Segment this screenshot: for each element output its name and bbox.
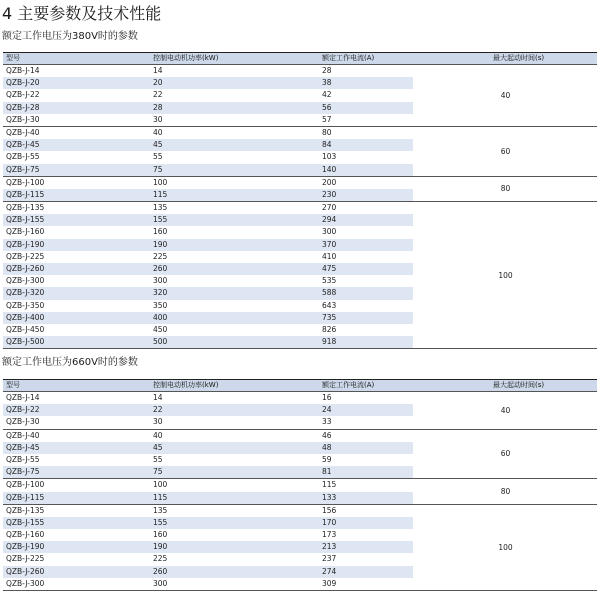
- cell-current: 115: [322, 480, 337, 490]
- cell-model: QZB-J-160: [6, 530, 45, 540]
- cell-model: QZB-J-500: [6, 337, 45, 347]
- row-group: [3, 176, 597, 201]
- cell-power: 75: [153, 164, 163, 174]
- row-shading: [3, 466, 413, 478]
- header-power: 控制电动机功率(kW): [153, 381, 219, 389]
- cell-model: QZB-J-155: [6, 517, 45, 527]
- cell-current: 170: [322, 517, 337, 527]
- row-shading: [3, 189, 413, 201]
- cell-current: 475: [322, 264, 337, 273]
- start-time-value: 60: [500, 449, 511, 459]
- table-header: [3, 52, 597, 64]
- table-body: [3, 391, 597, 591]
- header-start-time: 最大起动时间(s): [493, 54, 545, 62]
- cell-power: 45: [153, 442, 163, 452]
- cell-power: 160: [153, 227, 168, 237]
- cell-power: 500: [153, 337, 168, 347]
- cell-power: 225: [153, 251, 168, 261]
- cell-model: QZB-J-155: [6, 215, 45, 225]
- cell-power: 300: [153, 276, 168, 286]
- cell-model: QZB-J-30: [6, 417, 40, 427]
- table-body: [3, 64, 597, 349]
- row-group: [3, 504, 597, 591]
- start-time-value: 80: [500, 184, 511, 194]
- row-shading: [3, 312, 413, 324]
- cell-power: 155: [153, 517, 168, 527]
- cell-current: 735: [322, 312, 337, 322]
- table-caption-380v: 额定工作电压为380V时的参数: [2, 31, 138, 42]
- start-time-cell: [414, 65, 597, 126]
- cell-power: 115: [153, 492, 168, 502]
- cell-power: 28: [153, 102, 163, 112]
- cell-power: 55: [153, 152, 163, 162]
- row-group: [3, 201, 597, 349]
- row-group: [3, 126, 597, 176]
- cell-current: 918: [322, 337, 337, 347]
- cell-model: QZB-J-135: [6, 203, 45, 213]
- start-time-cell: [414, 479, 597, 503]
- cell-model: QZB-J-14: [6, 393, 40, 402]
- row-shading: [3, 287, 413, 299]
- cell-power: 75: [153, 467, 163, 477]
- start-time-cell: [414, 177, 597, 201]
- cell-model: QZB-J-135: [6, 505, 45, 515]
- cell-model: QZB-J-14: [6, 66, 40, 75]
- cell-power: 160: [153, 530, 168, 540]
- cell-power: 55: [153, 454, 163, 464]
- cell-power: 400: [153, 312, 168, 322]
- params-table-660v: [3, 379, 597, 591]
- header-current: 额定工作电流(A): [322, 54, 375, 62]
- cell-current: 370: [322, 239, 337, 249]
- cell-current: 24: [322, 405, 332, 415]
- cell-current: 46: [322, 430, 332, 440]
- cell-model: QZB-J-320: [6, 288, 45, 298]
- cell-model: QZB-J-350: [6, 300, 45, 310]
- cell-model: QZB-J-260: [6, 566, 45, 576]
- cell-model: QZB-J-300: [6, 578, 45, 588]
- cell-current: 270: [322, 203, 337, 213]
- table-header: [3, 379, 597, 391]
- row-group: [3, 478, 597, 503]
- cell-power: 22: [153, 90, 163, 100]
- cell-power: 45: [153, 140, 163, 150]
- header-model: 型号: [6, 381, 20, 389]
- row-shading: [3, 239, 413, 251]
- cell-power: 14: [153, 66, 163, 75]
- cell-current: 173: [322, 530, 337, 540]
- cell-current: 300: [322, 227, 337, 237]
- cell-power: 260: [153, 264, 168, 273]
- params-table-380v: [3, 52, 597, 349]
- cell-model: QZB-J-190: [6, 239, 45, 249]
- cell-power: 30: [153, 114, 163, 124]
- start-time-value: 60: [500, 146, 511, 156]
- cell-model: QZB-J-28: [6, 102, 40, 112]
- cell-model: QZB-J-22: [6, 405, 40, 415]
- start-time-value: 100: [498, 542, 513, 552]
- cell-current: 826: [322, 324, 337, 334]
- cell-model: QZB-J-75: [6, 164, 40, 174]
- row-shading: [3, 214, 413, 226]
- header-current: 额定工作电流(A): [322, 381, 375, 389]
- cell-model: QZB-J-115: [6, 189, 45, 199]
- page-title: 4 主要参数及技术性能: [2, 4, 162, 23]
- row-shading: [3, 263, 413, 275]
- cell-model: QZB-J-100: [6, 177, 45, 187]
- cell-model: QZB-J-20: [6, 78, 40, 88]
- cell-power: 115: [153, 189, 168, 199]
- start-time-cell: [414, 202, 597, 348]
- cell-power: 135: [153, 505, 168, 515]
- cell-power: 350: [153, 300, 168, 310]
- cell-model: QZB-J-55: [6, 454, 40, 464]
- cell-model: QZB-J-260: [6, 264, 45, 273]
- start-time-value: 100: [498, 270, 513, 280]
- cell-power: 100: [153, 480, 168, 490]
- cell-current: 588: [322, 288, 337, 298]
- row-shading: [3, 442, 413, 454]
- row-shading: [3, 404, 413, 416]
- cell-model: QZB-J-450: [6, 324, 45, 334]
- start-time-value: 40: [500, 90, 511, 100]
- cell-model: QZB-J-45: [6, 442, 40, 452]
- cell-current: 156: [322, 505, 337, 515]
- cell-current: 80: [322, 127, 332, 137]
- row-group: [3, 429, 597, 479]
- header-power: 控制电动机功率(kW): [153, 54, 219, 62]
- cell-power: 40: [153, 430, 163, 440]
- cell-power: 190: [153, 542, 168, 552]
- cell-model: QZB-J-100: [6, 480, 45, 490]
- row-shading: [3, 517, 413, 529]
- cell-current: 57: [322, 114, 332, 124]
- cell-current: 16: [322, 393, 332, 402]
- cell-power: 320: [153, 288, 168, 298]
- cell-current: 200: [322, 177, 337, 187]
- header-model: 型号: [6, 54, 20, 62]
- cell-current: 294: [322, 215, 337, 225]
- cell-power: 190: [153, 239, 168, 249]
- cell-current: 42: [322, 90, 332, 100]
- cell-model: QZB-J-55: [6, 152, 40, 162]
- cell-model: QZB-J-160: [6, 227, 45, 237]
- row-shading: [3, 336, 413, 348]
- cell-model: QZB-J-300: [6, 276, 45, 286]
- row-group: [3, 391, 597, 429]
- cell-current: 133: [322, 492, 337, 502]
- row-group: [3, 64, 597, 126]
- row-shading: [3, 77, 413, 89]
- start-time-cell: [414, 392, 597, 429]
- cell-current: 535: [322, 276, 337, 286]
- cell-power: 40: [153, 127, 163, 137]
- cell-current: 274: [322, 566, 337, 576]
- cell-current: 213: [322, 542, 337, 552]
- cell-model: QZB-J-190: [6, 542, 45, 552]
- cell-power: 14: [153, 393, 163, 402]
- header-start-time: 最大起动时间(s): [493, 381, 545, 389]
- cell-model: QZB-J-225: [6, 251, 45, 261]
- cell-current: 33: [322, 417, 332, 427]
- cell-model: QZB-J-115: [6, 492, 45, 502]
- cell-current: 38: [322, 78, 332, 88]
- cell-power: 260: [153, 566, 168, 576]
- cell-power: 20: [153, 78, 163, 88]
- cell-current: 230: [322, 189, 337, 199]
- cell-power: 135: [153, 203, 168, 213]
- cell-model: QZB-J-22: [6, 90, 40, 100]
- table-caption-660v: 额定工作电压为660V时的参数: [2, 357, 138, 368]
- cell-model: QZB-J-45: [6, 140, 40, 150]
- cell-current: 237: [322, 554, 337, 564]
- cell-model: QZB-J-400: [6, 312, 45, 322]
- cell-power: 30: [153, 417, 163, 427]
- cell-power: 225: [153, 554, 168, 564]
- cell-power: 22: [153, 405, 163, 415]
- cell-current: 103: [322, 152, 337, 162]
- cell-power: 300: [153, 578, 168, 588]
- cell-current: 410: [322, 251, 337, 261]
- cell-current: 28: [322, 66, 332, 75]
- cell-current: 81: [322, 467, 332, 477]
- cell-power: 155: [153, 215, 168, 225]
- start-time-cell: [414, 127, 597, 176]
- cell-current: 643: [322, 300, 337, 310]
- row-shading: [3, 566, 413, 578]
- cell-power: 100: [153, 177, 168, 187]
- start-time-cell: [414, 430, 597, 479]
- cell-current: 56: [322, 102, 332, 112]
- cell-current: 84: [322, 140, 332, 150]
- row-shading: [3, 102, 413, 114]
- cell-model: QZB-J-75: [6, 467, 40, 477]
- row-shading: [3, 492, 413, 504]
- cell-current: 48: [322, 442, 332, 452]
- cell-current: 59: [322, 454, 332, 464]
- start-time-value: 80: [500, 487, 511, 496]
- cell-model: QZB-J-40: [6, 430, 40, 440]
- cell-model: QZB-J-225: [6, 554, 45, 564]
- row-shading: [3, 541, 413, 553]
- cell-current: 309: [322, 578, 337, 588]
- start-time-cell: [414, 505, 597, 590]
- row-shading: [3, 139, 413, 151]
- row-shading: [3, 164, 413, 176]
- cell-power: 450: [153, 324, 168, 334]
- cell-current: 140: [322, 164, 337, 174]
- start-time-value: 40: [500, 405, 511, 415]
- cell-model: QZB-J-30: [6, 114, 40, 124]
- cell-model: QZB-J-40: [6, 127, 40, 137]
